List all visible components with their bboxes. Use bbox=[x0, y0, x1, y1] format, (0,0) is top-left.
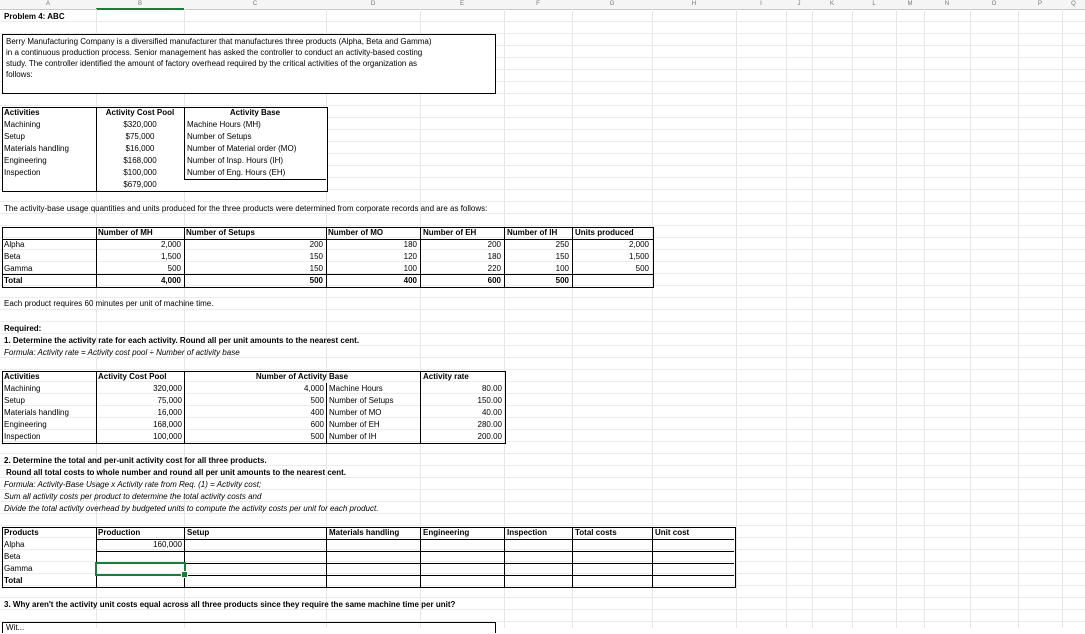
t3-activity-rate-cell[interactable]: 200.00 bbox=[477, 432, 502, 441]
t1-activity-base-cell[interactable]: Number of Insp. Hours (IH) bbox=[187, 156, 284, 165]
t4-header-cell[interactable]: Materials handling bbox=[329, 528, 400, 537]
t2-value-cell[interactable]: 1,500 bbox=[628, 252, 649, 261]
table-border bbox=[96, 539, 734, 540]
table-border bbox=[96, 563, 734, 564]
t3-activity-cell[interactable]: Engineering bbox=[4, 420, 47, 429]
fill-handle[interactable] bbox=[181, 571, 188, 578]
t3-base-unit-cell[interactable]: Number of Setups bbox=[329, 396, 394, 405]
t3-base-unit-cell[interactable]: Number of MO bbox=[329, 408, 382, 417]
t4-product-label[interactable]: Total bbox=[4, 576, 23, 585]
t4-header-cell[interactable]: Unit cost bbox=[655, 528, 690, 537]
t2-value-cell[interactable]: 400 bbox=[403, 276, 417, 285]
col-header-b[interactable]: B bbox=[137, 1, 142, 7]
row-gridline bbox=[0, 597, 1085, 598]
row-gridline bbox=[0, 201, 1085, 202]
table-border bbox=[326, 383, 327, 443]
row-gridline bbox=[0, 525, 1085, 526]
row-gridline bbox=[0, 225, 1085, 226]
t2-value-cell[interactable]: 2,000 bbox=[160, 240, 181, 249]
intro-line-1: Berry Manufacturing Company is a diversified manufacturer that manufactures three products (Alpha, Beta and Gamma) bbox=[6, 37, 432, 46]
col-header-m[interactable]: M bbox=[907, 1, 913, 7]
t2-value-cell[interactable]: 1,500 bbox=[160, 252, 181, 261]
gridline bbox=[1018, 9, 1019, 628]
t2-row-label[interactable]: Alpha bbox=[4, 240, 25, 249]
t2-row-label[interactable]: Gamma bbox=[4, 264, 33, 273]
gridline bbox=[786, 9, 787, 628]
t3-header-activities[interactable]: Activities bbox=[4, 372, 40, 381]
t1-activity-cell[interactable]: Inspection bbox=[4, 168, 41, 177]
t3-activity-rate-cell[interactable]: 280.00 bbox=[477, 420, 502, 429]
intro-text-box[interactable] bbox=[2, 34, 496, 94]
col-header-g[interactable]: G bbox=[609, 1, 615, 7]
t2-value-cell[interactable]: 500 bbox=[635, 264, 649, 273]
t2-value-cell[interactable]: 250 bbox=[555, 240, 569, 249]
t4-header-cell[interactable]: Total costs bbox=[575, 528, 617, 537]
t4-product-label[interactable]: Gamma bbox=[4, 564, 33, 573]
t4-header-cell[interactable]: Inspection bbox=[507, 528, 548, 537]
t2-value-cell[interactable]: 200 bbox=[487, 240, 501, 249]
machine-time-note[interactable]: Each product requires 60 minutes per unit of machine time. bbox=[4, 299, 214, 308]
row-gridline bbox=[0, 453, 1085, 454]
col-header-n[interactable]: N bbox=[944, 1, 950, 7]
requirement-1-formula[interactable]: Formula: Activity rate = Activity cost pool ÷ Number of activity base bbox=[4, 348, 240, 357]
problem-title[interactable]: Problem 4: ABC bbox=[4, 12, 65, 21]
t2-value-cell[interactable]: 500 bbox=[309, 276, 323, 285]
table-border bbox=[326, 527, 327, 587]
t2-value-cell[interactable]: 200 bbox=[309, 240, 323, 249]
t1-total[interactable]: $679,000 bbox=[123, 180, 157, 189]
t3-base-qty-cell[interactable]: 4,000 bbox=[303, 384, 324, 393]
t3-activity-rate-cell[interactable]: 150.00 bbox=[477, 396, 502, 405]
col-header-h[interactable]: H bbox=[691, 1, 697, 7]
table-border bbox=[572, 527, 573, 587]
t1-activity-cell[interactable]: Materials handling bbox=[4, 144, 69, 153]
col-header-a[interactable]: A bbox=[45, 1, 50, 7]
t3-activity-cell[interactable]: Inspection bbox=[4, 432, 41, 441]
table-border bbox=[420, 527, 421, 587]
row-gridline bbox=[0, 105, 1085, 106]
t4-product-label[interactable]: Alpha bbox=[4, 540, 25, 549]
t3-base-qty-cell[interactable]: 600 bbox=[310, 420, 324, 429]
table-border bbox=[96, 551, 734, 552]
t2-header-cell[interactable]: Number of EH bbox=[423, 228, 477, 237]
intro-line-3: study. The controller identified the amount of factory overhead required by the critical activities of the organization as bbox=[6, 59, 418, 68]
row-gridline bbox=[0, 21, 1085, 22]
t1-activity-cell[interactable]: Setup bbox=[4, 132, 25, 141]
t3-activity-rate-cell[interactable]: 40.00 bbox=[481, 408, 502, 417]
requirement-2-formula-1[interactable]: Formula: Activity-Base Usage x Activity rate from Req. (1) = Activity cost; bbox=[4, 480, 262, 489]
t3-cost-pool-cell[interactable]: 100,000 bbox=[153, 432, 182, 441]
gridline bbox=[852, 9, 853, 628]
t4-header-cell[interactable]: Products bbox=[4, 528, 39, 537]
t2-value-cell[interactable]: 220 bbox=[487, 264, 501, 273]
t3-cost-pool-cell[interactable]: 75,000 bbox=[157, 396, 182, 405]
table-border bbox=[96, 527, 97, 587]
t4-header-cell[interactable]: Engineering bbox=[423, 528, 470, 537]
intro-line-4: follows: bbox=[6, 70, 33, 79]
row-gridline bbox=[0, 333, 1085, 334]
gridline bbox=[1062, 9, 1063, 628]
col-header-o[interactable]: O bbox=[991, 1, 997, 7]
t2-header-cell[interactable]: Number of Setups bbox=[186, 228, 255, 237]
t3-activity-cell[interactable]: Machining bbox=[4, 384, 41, 393]
gridline bbox=[812, 9, 813, 628]
t3-activity-cell[interactable]: Materials handling bbox=[4, 408, 69, 417]
t1-cost-pool-cell[interactable]: $75,000 bbox=[125, 132, 155, 141]
requirement-2-rounding[interactable]: Round all total costs to whole number and round all per unit amounts to the nearest cent. bbox=[6, 468, 347, 477]
t3-header-activity-base[interactable]: Number of Activity Base bbox=[255, 372, 349, 381]
t1-activity-cell[interactable]: Engineering bbox=[4, 156, 47, 165]
t3-base-qty-cell[interactable]: 400 bbox=[310, 408, 324, 417]
col-header-d[interactable]: D bbox=[370, 1, 376, 7]
t3-activity-cell[interactable]: Setup bbox=[4, 396, 25, 405]
t2-row-label[interactable]: Beta bbox=[4, 252, 21, 261]
t4-header-cell[interactable]: Production bbox=[98, 528, 141, 537]
table-border bbox=[504, 527, 505, 587]
requirement-2[interactable]: 2. Determine the total and per-unit activity cost for all three products. bbox=[4, 456, 267, 465]
t2-value-cell[interactable]: 500 bbox=[167, 264, 181, 273]
col-header-e[interactable]: E bbox=[459, 1, 464, 7]
t4-product-label[interactable]: Beta bbox=[4, 552, 21, 561]
col-header-p[interactable]: P bbox=[1037, 1, 1042, 7]
requirement-3[interactable]: 3. Why aren't the activity unit costs equal across all three products since they require the same machine time per unit? bbox=[4, 600, 456, 609]
required-label[interactable]: Required: bbox=[4, 324, 42, 333]
col-header-i[interactable]: I bbox=[760, 1, 762, 7]
t2-value-cell[interactable]: 600 bbox=[487, 276, 501, 285]
t3-cost-pool-cell[interactable]: 168,000 bbox=[153, 420, 182, 429]
t3-base-unit-cell[interactable]: Number of IH bbox=[329, 432, 377, 441]
t1-activity-base-cell[interactable]: Number of Eng. Hours (EH) bbox=[187, 168, 286, 177]
t1-activity-base-cell[interactable]: Number of Setups bbox=[187, 132, 252, 141]
col-header-c[interactable]: C bbox=[252, 1, 258, 7]
gridline bbox=[970, 9, 971, 628]
table-border bbox=[96, 575, 734, 576]
t2-header-cell[interactable]: Units produced bbox=[575, 228, 634, 237]
col-header-l[interactable]: L bbox=[872, 1, 876, 7]
usage-note[interactable]: The activity-base usage quantities and units produced for the three products were determined from corporate records and are as follows: bbox=[4, 204, 488, 213]
t1-cost-pool-cell[interactable]: $16,000 bbox=[125, 144, 155, 153]
t2-value-cell[interactable]: 100 bbox=[555, 264, 569, 273]
t2-value-cell[interactable]: 4,000 bbox=[160, 276, 181, 285]
row-gridline bbox=[0, 369, 1085, 370]
t2-header-cell[interactable]: Number of IH bbox=[507, 228, 558, 237]
t2-value-cell[interactable]: 2,000 bbox=[628, 240, 649, 249]
t3-cost-pool-cell[interactable]: 16,000 bbox=[157, 408, 182, 417]
t4-alpha-production-cell[interactable]: 160,000 bbox=[153, 540, 182, 549]
t3-base-unit-cell[interactable]: Number of EH bbox=[329, 420, 380, 429]
t2-value-cell[interactable]: 180 bbox=[487, 252, 501, 261]
table-border bbox=[184, 179, 326, 180]
t1-activity-base-cell[interactable]: Number of Material order (MO) bbox=[187, 144, 297, 153]
t3-cost-pool-cell[interactable]: 320,000 bbox=[153, 384, 182, 393]
t2-header-cell[interactable]: Number of MO bbox=[328, 228, 384, 237]
t3-base-unit-cell[interactable]: Machine Hours bbox=[329, 384, 383, 393]
requirement-1[interactable]: 1. Determine the activity rate for each activity. Round all per unit amounts to the nearest cent. bbox=[4, 336, 360, 345]
col-header-f[interactable]: F bbox=[536, 1, 540, 7]
table-border bbox=[652, 527, 653, 587]
t3-header-cost-pool[interactable]: Activity Cost Pool bbox=[98, 372, 167, 381]
t1-cost-pool-cell[interactable]: $168,000 bbox=[123, 156, 157, 165]
gridline bbox=[896, 9, 897, 628]
t3-base-qty-cell[interactable]: 500 bbox=[310, 432, 324, 441]
requirement-2-formula-3[interactable]: Divide the total activity overhead by budgeted units to compute the activity costs per unit for each product. bbox=[4, 504, 379, 513]
col-header-k[interactable]: K bbox=[829, 1, 834, 7]
t2-header-cell[interactable]: Number of MH bbox=[98, 228, 153, 237]
gridline bbox=[736, 9, 737, 628]
t2-value-cell[interactable]: 180 bbox=[403, 240, 417, 249]
t2-value-cell[interactable]: 150 bbox=[555, 252, 569, 261]
t4-header-cell[interactable]: Setup bbox=[187, 528, 210, 537]
t1-header-cost-pool[interactable]: Activity Cost Pool bbox=[105, 108, 175, 117]
t1-header-activity-base[interactable]: Activity Base bbox=[229, 108, 281, 117]
t2-value-cell[interactable]: 150 bbox=[309, 264, 323, 273]
col-header-q[interactable]: Q bbox=[1071, 1, 1076, 7]
t3-activity-rate-cell[interactable]: 80.00 bbox=[481, 384, 502, 393]
requirement-2-formula-2[interactable]: Sum all activity costs per product to determine the total activity costs and bbox=[4, 492, 262, 501]
t1-cost-pool-cell[interactable]: $100,000 bbox=[123, 168, 157, 177]
t2-value-cell[interactable]: 100 bbox=[403, 264, 417, 273]
selected-column-indicator bbox=[96, 8, 184, 10]
t3-header-activity-rate[interactable]: Activity rate bbox=[423, 372, 469, 381]
t1-cost-pool-cell[interactable]: $320,000 bbox=[123, 120, 157, 129]
t2-value-cell[interactable]: 500 bbox=[555, 276, 569, 285]
col-header-j[interactable]: J bbox=[797, 1, 801, 7]
gridline bbox=[924, 9, 925, 628]
answer-text: Wit... bbox=[6, 623, 25, 632]
t1-activity-cell[interactable]: Machining bbox=[4, 120, 41, 129]
active-cell-selection[interactable] bbox=[95, 562, 186, 576]
intro-line-2: in a continuous production process. Senior management has asked the controller to conduct an activity-based costing bbox=[6, 48, 423, 57]
t2-row-label[interactable]: Total bbox=[4, 276, 23, 285]
t1-header-activities[interactable]: Activities bbox=[4, 108, 40, 117]
row-gridline bbox=[0, 321, 1085, 322]
t3-base-qty-cell[interactable]: 500 bbox=[310, 396, 324, 405]
table-border bbox=[184, 527, 185, 587]
t2-value-cell[interactable]: 150 bbox=[309, 252, 323, 261]
t2-value-cell[interactable]: 120 bbox=[403, 252, 417, 261]
t1-activity-base-cell[interactable]: Machine Hours (MH) bbox=[187, 120, 261, 129]
